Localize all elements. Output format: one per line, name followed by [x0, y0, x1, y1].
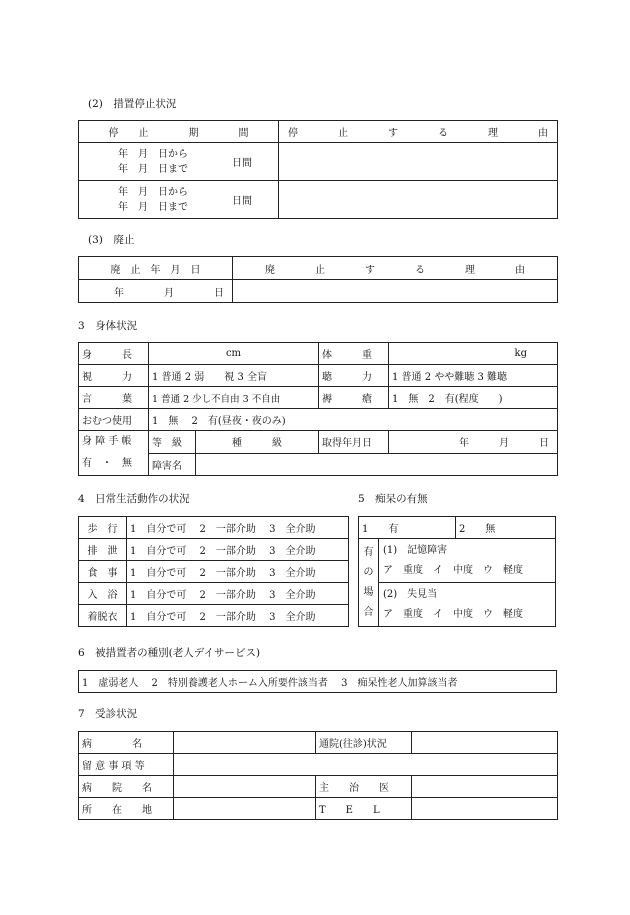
hearing-label: 聴 力 [319, 365, 389, 387]
bedsore-options[interactable]: 1 無 2 有(程度 ) [389, 387, 558, 409]
dementia-yes[interactable]: 1 有 [359, 517, 456, 539]
doctor-value[interactable] [412, 776, 558, 798]
handbook-title: 身 障 手 帳 [82, 436, 132, 447]
tel-value[interactable] [412, 798, 558, 820]
abolish-table [78, 256, 558, 303]
adl-options[interactable]: 1 自分で可 2 一部介助 3 全介助 [127, 605, 349, 627]
address-value[interactable] [174, 798, 316, 820]
dementia-table [358, 516, 556, 627]
period-from: 年 月 日から [118, 148, 188, 160]
adl-options[interactable]: 1 自分で可 2 一部介助 3 全介助 [127, 539, 349, 561]
disability-value[interactable] [196, 453, 558, 476]
section-category-title: 6 被措置者の種別(老人デイサービス) [78, 647, 261, 659]
suspension-table [78, 120, 558, 219]
period-days: 日間 [232, 158, 252, 169]
hospital-value[interactable] [174, 776, 316, 798]
period-from: 年 月 日から [118, 186, 188, 198]
suspension-period-cell [79, 143, 279, 181]
disorient-title: (2) 失見当 [383, 589, 438, 600]
suspension-reason-header: 停 止 す る 理 由 [279, 121, 558, 143]
case-char: 有 [363, 546, 374, 558]
abolish-date-value[interactable]: 年 月 日 [79, 280, 233, 303]
suspension-period-cell [79, 181, 279, 219]
period-to: 年 月 日まで [118, 163, 188, 175]
section-dementia-title: 5 痴呆の有無 [358, 493, 428, 505]
disability-label: 障害名 [149, 453, 196, 476]
height-label: 身 長 [79, 343, 149, 365]
section-suspension-title: (2) 措置停止状況 [88, 98, 177, 110]
hospital-label: 病 院 名 [79, 776, 174, 798]
suspension-period-header: 停 止 期 間 [79, 121, 279, 143]
adl-options[interactable]: 1 自分で可 2 一部介助 3 全介助 [127, 517, 349, 539]
dementia-details [379, 539, 556, 627]
handbook-cell [79, 431, 149, 476]
section-adl-title: 4 日常生活動作の状況 [78, 493, 190, 505]
vision-options[interactable]: 1 普通 2 弱 視 3 全盲 [149, 365, 319, 387]
adl-item-label: 排 泄 [79, 539, 127, 561]
disorient-scale[interactable]: ア 重度 イ 中度 ウ 軽度 [383, 609, 523, 620]
disease-value[interactable] [174, 732, 316, 754]
case-char: 合 [363, 606, 374, 618]
bedsore-label: 褥 瘡 [319, 387, 389, 409]
handbook-yes-no[interactable]: 有 ・ 無 [82, 458, 132, 469]
period-to: 年 月 日まで [118, 201, 188, 213]
visit-value[interactable] [412, 732, 558, 754]
address-label: 所 在 地 [79, 798, 174, 820]
medical-table [78, 731, 558, 820]
adl-item-label: 着脱衣 [79, 605, 127, 627]
class-label: 種 級 [196, 431, 319, 454]
acquired-label: 取得年月日 [319, 431, 389, 454]
abolish-reason-header: 廃 止 す る 理 由 [233, 257, 558, 280]
notes-value[interactable] [174, 754, 558, 776]
weight-unit[interactable]: kg [389, 343, 558, 365]
suspension-reason-cell[interactable] [279, 181, 558, 219]
category-table [78, 670, 557, 693]
adl-options[interactable]: 1 自分で可 2 一部介助 3 全介助 [127, 583, 349, 605]
doctor-label: 主 治 医 [316, 776, 412, 798]
memory-title: (1) 記憶障害 [383, 545, 448, 556]
weight-label: 体 重 [319, 343, 389, 365]
section-medical-title: 7 受診状況 [78, 708, 138, 720]
dementia-no[interactable]: 2 無 [456, 517, 556, 539]
grade-label: 等 級 [149, 431, 196, 454]
case-char: の [363, 566, 374, 578]
body-table [78, 342, 558, 476]
diaper-label: おむつ使用 [79, 409, 149, 431]
tel-label: T E L [316, 798, 412, 820]
visit-label: 通院(往診)状況 [316, 732, 412, 754]
vision-label: 視 力 [79, 365, 149, 387]
adl-table [78, 516, 349, 627]
speech-label: 言 葉 [79, 387, 149, 409]
case-char: 場 [363, 586, 374, 598]
dementia-case-label [359, 539, 379, 627]
suspension-reason-cell[interactable] [279, 143, 558, 181]
acquired-date[interactable]: 年 月 日 [389, 431, 558, 454]
adl-item-label: 歩 行 [79, 517, 127, 539]
section-body-title: 3 身体状況 [78, 320, 138, 332]
notes-label: 留 意 事 項 等 [79, 754, 174, 776]
adl-item-label: 食 事 [79, 561, 127, 583]
height-unit[interactable]: cm [149, 343, 319, 365]
speech-options[interactable]: 1 普通 2 少し不自由 3 不自由 [149, 387, 319, 409]
abolish-date-header: 廃 止 年 月 日 [79, 257, 233, 280]
section-abolish-title: (3) 廃止 [88, 234, 135, 246]
disease-label: 病 名 [79, 732, 174, 754]
period-days: 日間 [232, 196, 252, 207]
adl-item-label: 入 浴 [79, 583, 127, 605]
diaper-options[interactable]: 1 無 2 有(昼夜・夜のみ) [149, 409, 558, 431]
memory-scale[interactable]: ア 重度 イ 中度 ウ 軽度 [383, 565, 523, 576]
abolish-reason-cell[interactable] [233, 280, 558, 303]
hearing-options[interactable]: 1 普通 2 やや難聴 3 難聴 [389, 365, 558, 387]
category-options[interactable]: 1 虚弱老人 2 特別養護老人ホーム入所要件該当者 3 痴呆性老人加算該当者 [79, 671, 557, 693]
adl-options[interactable]: 1 自分で可 2 一部介助 3 全介助 [127, 561, 349, 583]
